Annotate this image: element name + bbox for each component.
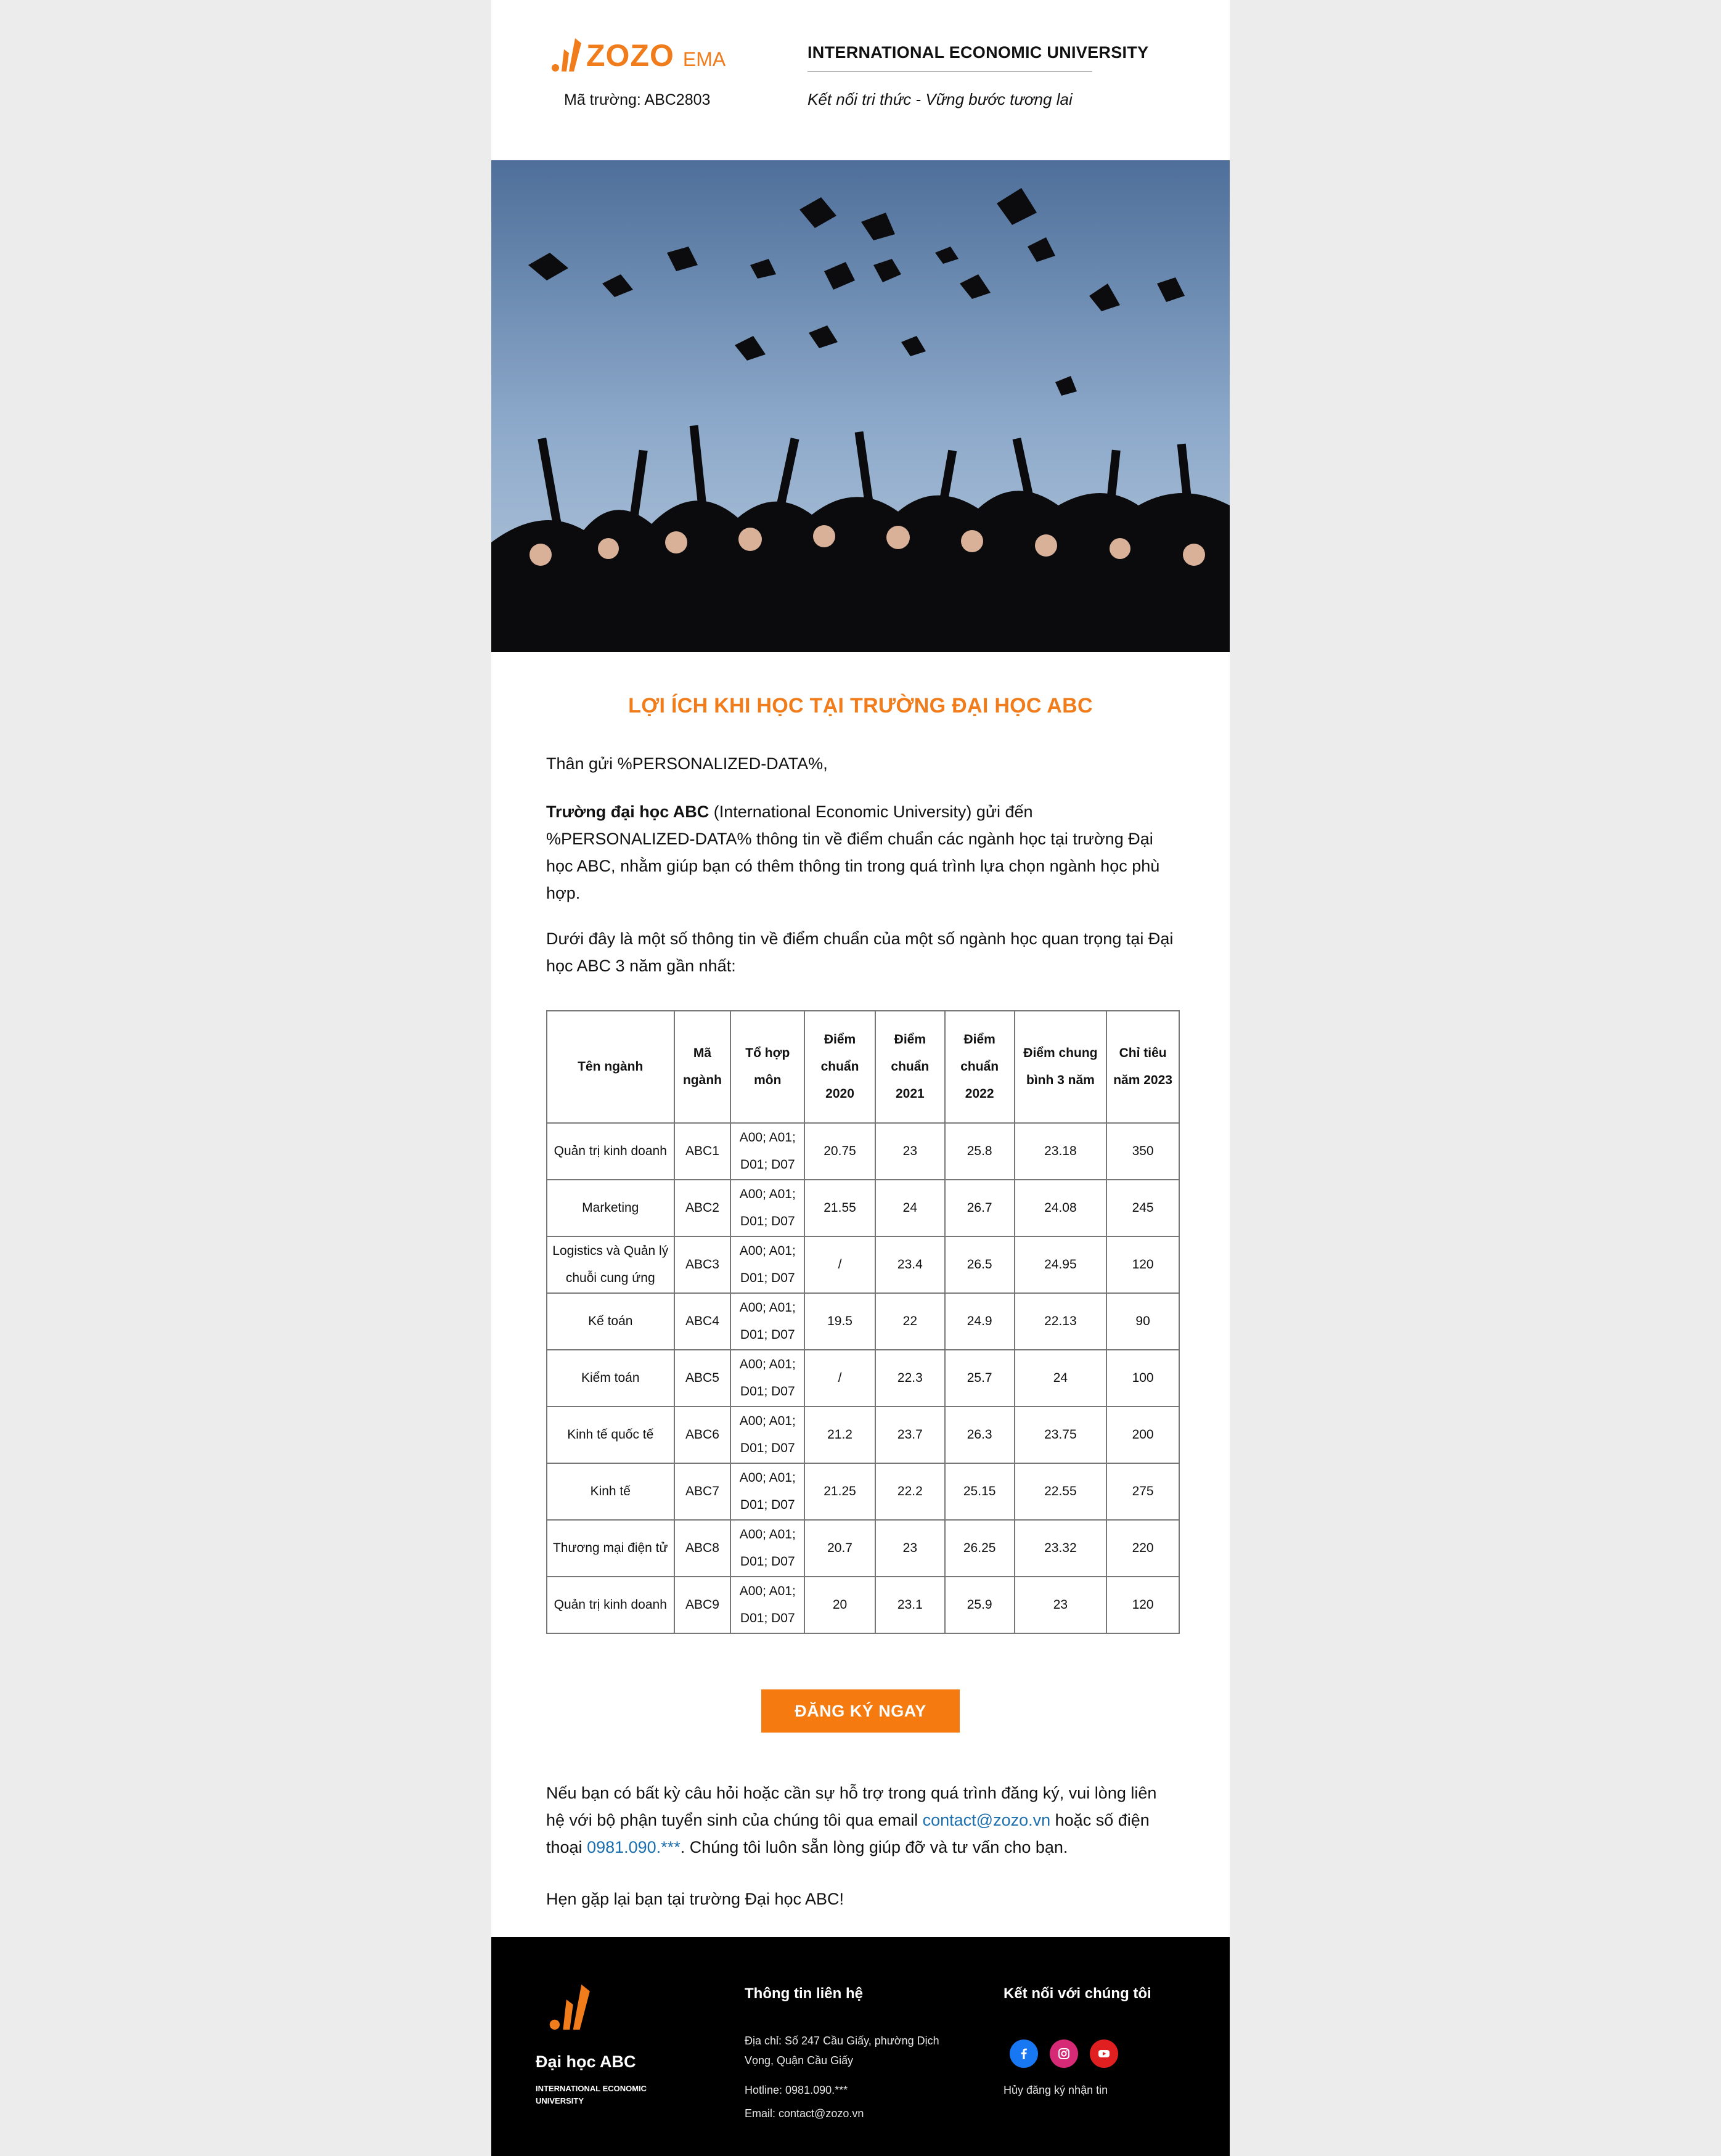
- footer-logo-icon: [548, 1980, 595, 2032]
- table-row: [547, 1180, 1179, 1236]
- table-cell: 26.3: [945, 1407, 1015, 1463]
- footer-contact-heading: Thông tin liên hệ: [745, 1985, 863, 2002]
- footer-social: [1004, 1985, 1201, 2097]
- table-row: [547, 1520, 1179, 1577]
- table-cell: ABC1: [674, 1123, 731, 1180]
- table-cell: 23: [875, 1123, 945, 1180]
- table-cell: 23.18: [1015, 1123, 1107, 1180]
- table-cell: 26.25: [945, 1520, 1015, 1577]
- table-cell: 25.8: [945, 1123, 1015, 1180]
- intro-bold: Trường đại học ABC: [546, 802, 709, 821]
- zozo-logo[interactable]: [550, 36, 726, 73]
- footer-contact: [745, 1985, 967, 2123]
- col-header: Mã ngành: [674, 1011, 731, 1123]
- contact-text: hoặc số điện thoại: [546, 1811, 1150, 1856]
- col-header: Tên ngành: [547, 1011, 674, 1123]
- table-cell: Kinh tế quốc tế: [547, 1407, 674, 1463]
- email-header: [491, 0, 1230, 160]
- table-cell: ABC9: [674, 1577, 731, 1633]
- slogan: Kết nối tri thức - Vững bước tương lai: [807, 90, 1073, 108]
- table-row: [547, 1123, 1179, 1180]
- table-cell: 21.55: [804, 1180, 875, 1236]
- youtube-icon[interactable]: [1090, 2040, 1118, 2068]
- table-cell: 26.7: [945, 1180, 1015, 1236]
- col-header: Điểm chuẩn 2020: [804, 1011, 875, 1123]
- table-cell: 23: [875, 1520, 945, 1577]
- intro-paragraph: [546, 798, 1175, 907]
- table-cell: 23: [1015, 1577, 1107, 1633]
- table-cell: 23.75: [1015, 1407, 1107, 1463]
- email-footer: [491, 1937, 1230, 2156]
- table-cell: Logistics và Quản lý chuỗi cung ứng: [547, 1236, 674, 1293]
- table-cell: 25.7: [945, 1350, 1015, 1407]
- table-cell: 20.7: [804, 1520, 875, 1577]
- table-cell: Kinh tế: [547, 1463, 674, 1520]
- table-cell: 245: [1106, 1180, 1179, 1236]
- table-cell: A00; A01; D01; D07: [730, 1293, 804, 1350]
- table-cell: 200: [1106, 1407, 1179, 1463]
- table-intro: Dưới đây là một số thông tin về điểm chuẩn của một số ngành học quan trọng tại Đại học ABC 3 năm gần nhất:: [546, 929, 1174, 975]
- table-cell: Marketing: [547, 1180, 674, 1236]
- greeting: Thân gửi %PERSONALIZED-DATA%,: [546, 754, 828, 773]
- score-table-body: [547, 1123, 1179, 1633]
- table-cell: ABC5: [674, 1350, 731, 1407]
- col-header: Tổ hợp môn: [730, 1011, 804, 1123]
- register-button[interactable]: ĐĂNG KÝ NGAY: [761, 1689, 960, 1733]
- table-row: [547, 1236, 1179, 1293]
- table-cell: Thương mại điện tử: [547, 1520, 674, 1577]
- university-name: INTERNATIONAL ECONOMIC UNIVERSITY: [807, 43, 1149, 62]
- table-cell: 26.5: [945, 1236, 1015, 1293]
- table-cell: A00; A01; D01; D07: [730, 1123, 804, 1180]
- intro-text: (International Economic University) gửi đến %PERSONALIZED-DATA% thông tin về điểm chuẩn các ngành học tại trường Đại học ABC, nhằm giúp bạn có thêm thông tin trong quá trình lựa chọn ngành học phù hợp.: [546, 802, 1160, 902]
- table-cell: /: [804, 1350, 875, 1407]
- col-header: Chỉ tiêu năm 2023: [1106, 1011, 1179, 1123]
- table-cell: 120: [1106, 1577, 1179, 1633]
- table-cell: 23.7: [875, 1407, 945, 1463]
- table-cell: 275: [1106, 1463, 1179, 1520]
- footer-address: Địa chỉ: Số 247 Cầu Giấy, phường Dịch Vọng, Quận Cầu Giấy: [745, 2035, 939, 2067]
- facebook-icon[interactable]: [1010, 2040, 1038, 2068]
- table-cell: Kiểm toán: [547, 1350, 674, 1407]
- table-cell: 24.08: [1015, 1180, 1107, 1236]
- table-cell: A00; A01; D01; D07: [730, 1180, 804, 1236]
- table-cell: 23.32: [1015, 1520, 1107, 1577]
- table-cell: 24.9: [945, 1293, 1015, 1350]
- table-cell: Quản trị kinh doanh: [547, 1123, 674, 1180]
- col-header: Điểm chung bình 3 năm: [1015, 1011, 1107, 1123]
- email-link[interactable]: contact@zozo.vn: [922, 1811, 1051, 1829]
- table-cell: A00; A01; D01; D07: [730, 1350, 804, 1407]
- logo-suffix: EMA: [682, 48, 726, 70]
- table-cell: 90: [1106, 1293, 1179, 1350]
- table-cell: ABC3: [674, 1236, 731, 1293]
- table-row: [547, 1463, 1179, 1520]
- table-cell: 25.9: [945, 1577, 1015, 1633]
- table-cell: A00; A01; D01; D07: [730, 1407, 804, 1463]
- table-cell: 20.75: [804, 1123, 875, 1180]
- table-cell: 24.95: [1015, 1236, 1107, 1293]
- table-cell: /: [804, 1236, 875, 1293]
- graduation-photo: [491, 160, 1230, 652]
- table-cell: ABC2: [674, 1180, 731, 1236]
- footer-brand: Đại học ABC: [536, 2052, 636, 2071]
- table-cell: 22.55: [1015, 1463, 1107, 1520]
- col-header: Điểm chuẩn 2021: [875, 1011, 945, 1123]
- zozo-logo-icon: [550, 36, 585, 73]
- table-header-row: [547, 1011, 1179, 1123]
- table-cell: 22.2: [875, 1463, 945, 1520]
- table-row: [547, 1407, 1179, 1463]
- table-cell: ABC7: [674, 1463, 731, 1520]
- contact-paragraph: [546, 1779, 1175, 1861]
- table-cell: 24: [875, 1180, 945, 1236]
- email-body: [546, 652, 1175, 1913]
- hero-image: [491, 160, 1230, 652]
- table-cell: 22: [875, 1293, 945, 1350]
- table-cell: A00; A01; D01; D07: [730, 1520, 804, 1577]
- table-cell: 120: [1106, 1236, 1179, 1293]
- footer-social-heading: Kết nối với chúng tôi: [1004, 1985, 1151, 2002]
- social-links: [1010, 2040, 1201, 2068]
- table-cell: A00; A01; D01; D07: [730, 1463, 804, 1520]
- table-cell: ABC8: [674, 1520, 731, 1577]
- table-cell: 19.5: [804, 1293, 875, 1350]
- table-cell: ABC6: [674, 1407, 731, 1463]
- contact-text: . Chúng tôi luôn sẵn lòng giúp đỡ và tư vấn cho bạn.: [680, 1838, 1068, 1856]
- table-cell: Quản trị kinh doanh: [547, 1577, 674, 1633]
- table-cell: 100: [1106, 1350, 1179, 1407]
- table-cell: 22.13: [1015, 1293, 1107, 1350]
- section-title: LỢI ÍCH KHI HỌC TẠI TRƯỜNG ĐẠI HỌC ABC: [628, 694, 1093, 717]
- cta-wrap: [546, 1689, 1175, 1733]
- table-cell: 20: [804, 1577, 875, 1633]
- col-header: Điểm chuẩn 2022: [945, 1011, 1015, 1123]
- table-cell: 23.4: [875, 1236, 945, 1293]
- score-table: [546, 1010, 1180, 1634]
- header-divider: [807, 71, 1092, 72]
- table-cell: ABC4: [674, 1293, 731, 1350]
- table-cell: 350: [1106, 1123, 1179, 1180]
- footer-email: Email: contact@zozo.vn: [745, 2107, 864, 2120]
- table-cell: A00; A01; D01; D07: [730, 1577, 804, 1633]
- table-row: [547, 1350, 1179, 1407]
- closing-text: Hẹn gặp lại bạn tại trường Đại học ABC!: [546, 1890, 844, 1908]
- table-cell: 22.3: [875, 1350, 945, 1407]
- table-cell: 23.1: [875, 1577, 945, 1633]
- table-row: [547, 1577, 1179, 1633]
- table-row: [547, 1293, 1179, 1350]
- logo-wordmark: ZOZO: [586, 38, 674, 73]
- table-cell: 220: [1106, 1520, 1179, 1577]
- table-cell: A00; A01; D01; D07: [730, 1236, 804, 1293]
- school-code: Mã trường: ABC2803: [564, 91, 711, 108]
- phone-link[interactable]: 0981.090.***: [587, 1838, 681, 1856]
- instagram-icon[interactable]: [1050, 2040, 1078, 2068]
- table-cell: 24: [1015, 1350, 1107, 1407]
- table-cell: 25.15: [945, 1463, 1015, 1520]
- table-cell: Kế toán: [547, 1293, 674, 1350]
- table-cell: 21.25: [804, 1463, 875, 1520]
- table-cell: 21.2: [804, 1407, 875, 1463]
- unsubscribe-link[interactable]: Hủy đăng ký nhận tin: [1004, 2084, 1108, 2096]
- footer-hotline: Hotline: 0981.090.***: [745, 2084, 848, 2096]
- footer-brand-sub: INTERNATIONAL ECONOMIC UNIVERSITY: [536, 2084, 647, 2105]
- email-container: [491, 0, 1230, 2156]
- contact-text: Nếu bạn có bất kỳ câu hỏi hoặc cần sự hỗ trợ trong quá trình đăng ký, vui lòng liên hệ với bộ phận tuyển sinh của chúng tôi qua email: [546, 1784, 1157, 1829]
